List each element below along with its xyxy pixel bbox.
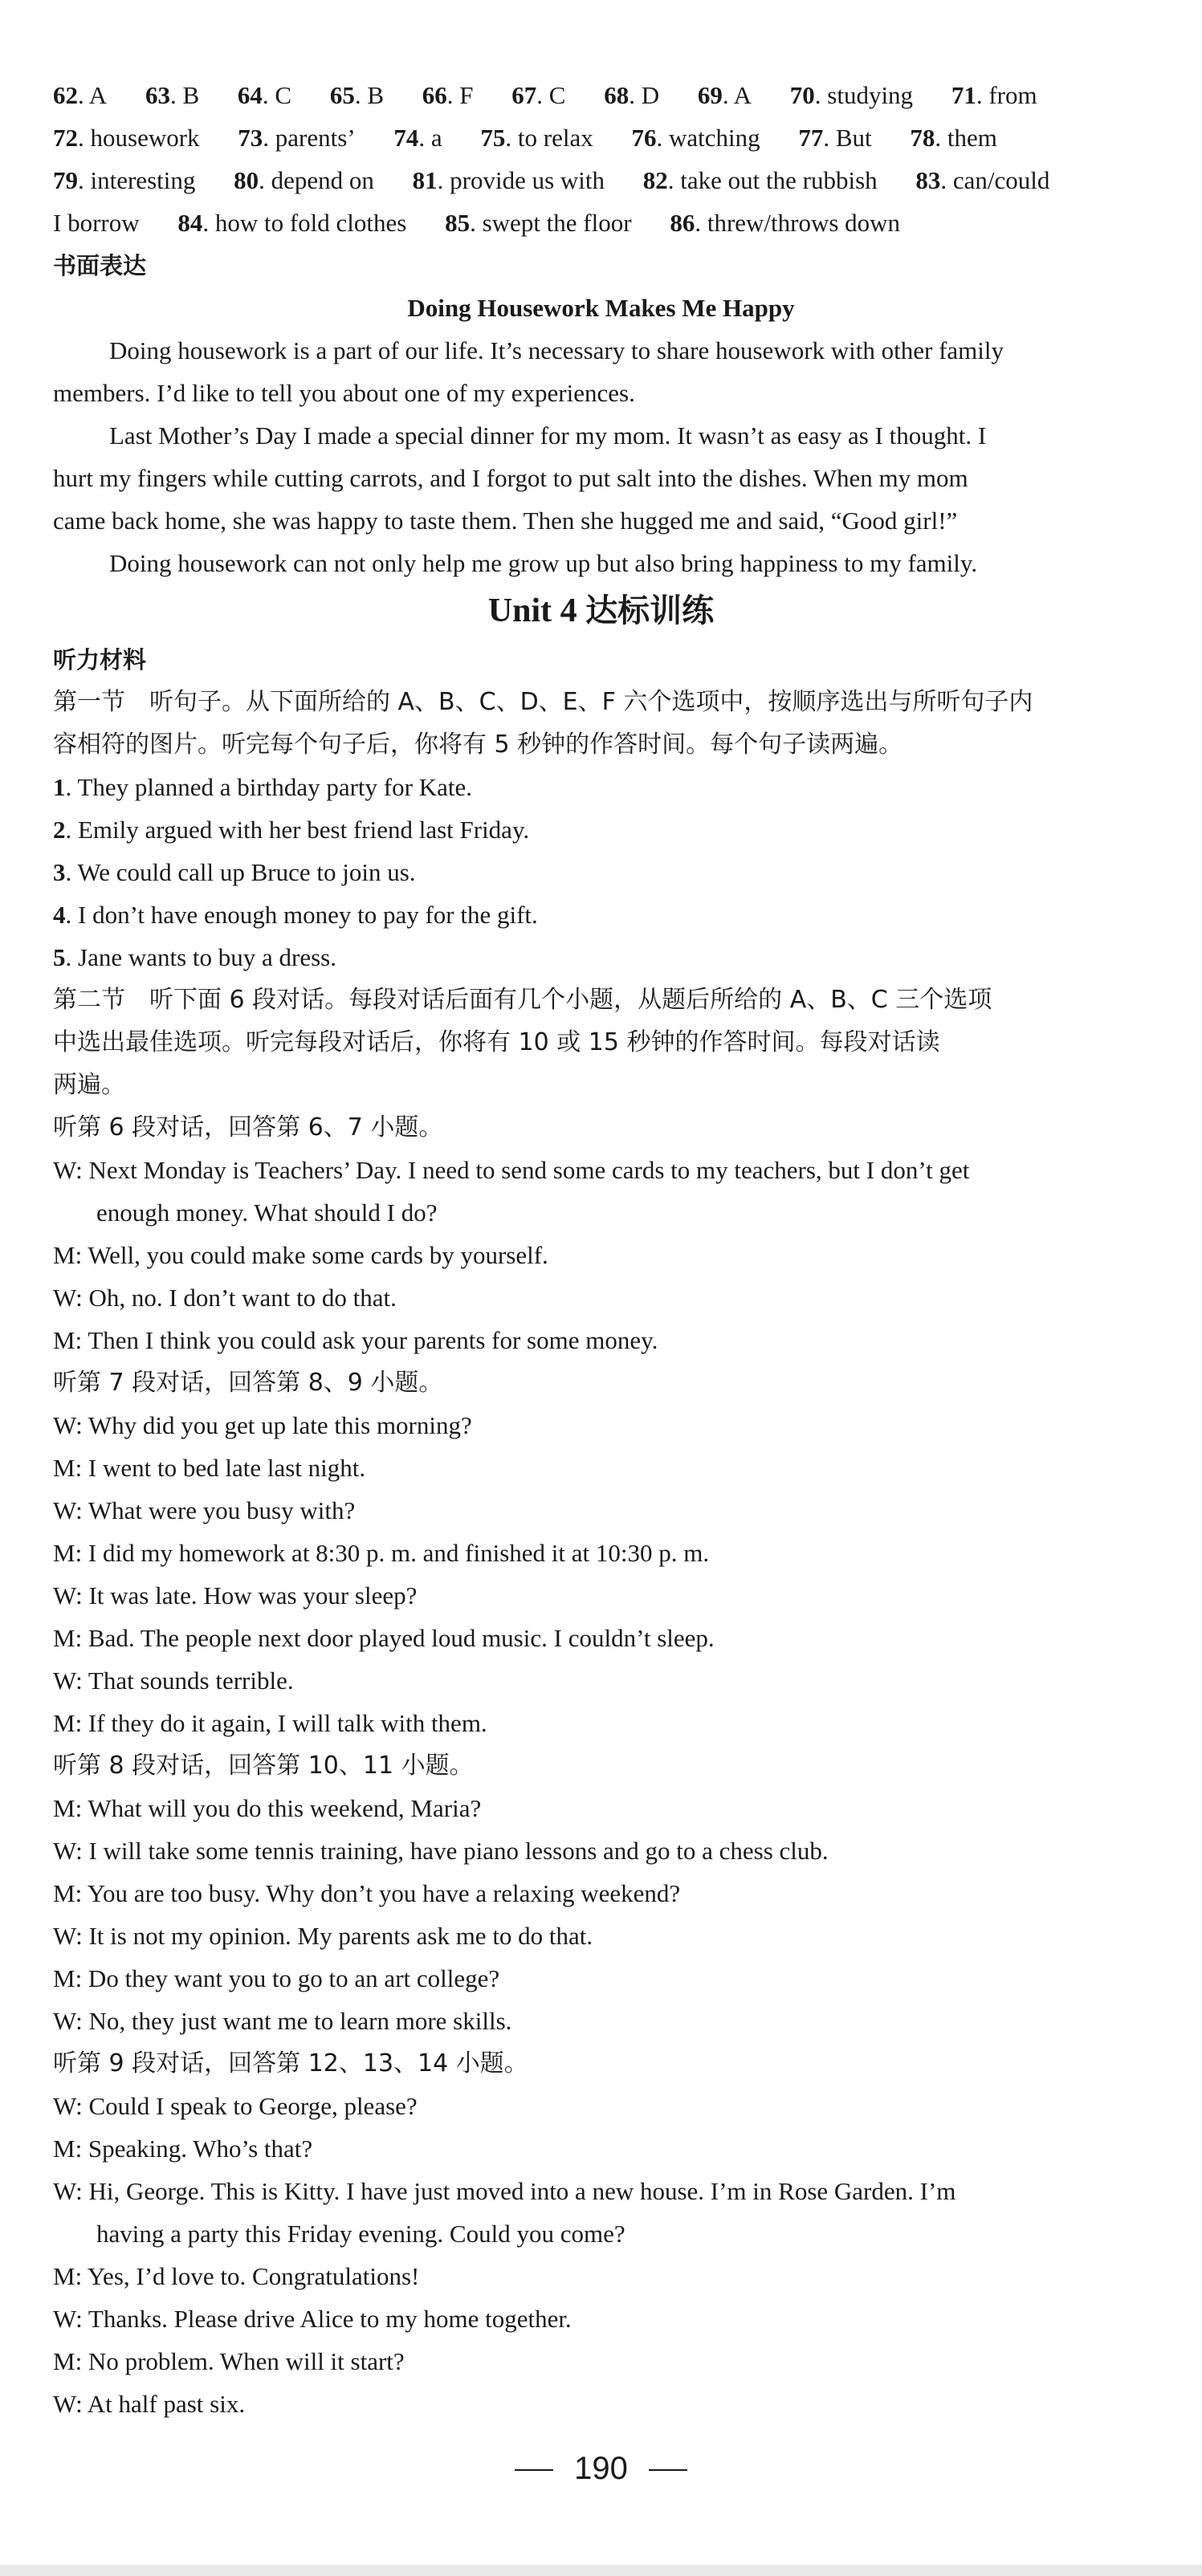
dialogue-9-label: 听第 9 段对话，回答第 12、13、14 小题。 <box>53 2049 528 2077</box>
dialogue-line: W: No, they just want me to learn more skills. <box>53 2007 512 2035</box>
page-bottom-edge <box>0 2565 1202 2576</box>
unit-heading: Unit 4 达标训练 <box>487 592 715 629</box>
dialogue-line: W: That sounds terrible. <box>53 1666 294 1695</box>
part2-instruction: 两遍。 <box>53 1071 125 1099</box>
dialogue-line: W: Hi, George. This is Kitty. I have just moved into a new house. I’m in Rose Garden. I’m <box>53 2177 956 2205</box>
dialogue-8-label: 听第 8 段对话，回答第 10、11 小题。 <box>53 1752 474 1780</box>
listening-label: 听力材料 <box>53 646 147 674</box>
sentence-item: 4. I don’t have enough money to pay for the gift. <box>53 901 538 929</box>
page-number: 190 <box>0 2448 1202 2489</box>
dialogue-line: M: I went to bed late last night. <box>53 1454 366 1482</box>
dialogue-line: W: Oh, no. I don’t want to do that. <box>53 1284 397 1312</box>
essay-line: came back home, she was happy to taste them. Then she hugged me and said, “Good girl!” <box>53 507 958 535</box>
writing-section-label: 书面表达 <box>53 252 147 279</box>
dialogue-line: M: You are too busy. Why don’t you have a relaxing weekend? <box>53 1879 681 1907</box>
dialogue-line: M: Then I think you could ask your parents for some money. <box>53 1326 658 1354</box>
dialogue-6-label: 听第 6 段对话，回答第 6、7 小题。 <box>53 1113 443 1141</box>
dialogue-line: M: Bad. The people next door played loud music. I couldn’t sleep. <box>53 1624 715 1652</box>
dialogue-line: enough money. What should I do? <box>96 1198 438 1227</box>
essay-title: Doing Housework Makes Me Happy <box>407 294 795 322</box>
dialogue-line: M: Do they want you to go to an art college? <box>53 1964 500 1992</box>
part2-instruction: 中选出最佳选项。听完每段对话后，你将有 10 或 15 秒钟的作答时间。每段对话读 <box>53 1028 940 1056</box>
dash-left <box>515 2469 553 2471</box>
dialogue-line: W: Could I speak to George, please? <box>53 2092 418 2120</box>
dialogue-line: W: Thanks. Please drive Alice to my home together. <box>53 2305 572 2333</box>
dialogue-line: M: No problem. When will it start? <box>53 2347 405 2375</box>
sentence-item: 1. They planned a birthday party for Kate. <box>53 773 472 801</box>
part1-instruction: 容相符的图片。听完每个句子后，你将有 5 秒钟的作答时间。每个句子读两遍。 <box>53 730 903 759</box>
answers-row-3: 79. interesting 80. depend on 81. provide us with 82. take out the rubbish 83. can/could <box>53 166 1050 194</box>
dialogue-line: W: I will take some tennis training, have piano lessons and go to a chess club. <box>53 1837 829 1865</box>
dialogue-line: M: If they do it again, I will talk with them. <box>53 1709 487 1737</box>
dialogue-line: M: Speaking. Who’s that? <box>53 2134 313 2163</box>
dialogue-line: M: I did my homework at 8:30 p. m. and finished it at 10:30 p. m. <box>53 1539 710 1567</box>
dialogue-line: M: What will you do this weekend, Maria? <box>53 1794 482 1822</box>
sentence-item: 2. Emily argued with her best friend last Friday. <box>53 816 530 844</box>
dialogue-line: M: Yes, I’d love to. Congratulations! <box>53 2262 420 2290</box>
answers-row-1: 62. A 63. B 64. C 65. B 66. F 67. C 68. D 69. A 70. studying 71. from <box>53 81 1037 109</box>
dialogue-line: having a party this Friday evening. Could you come? <box>96 2220 625 2248</box>
essay-line: members. I’d like to tell you about one of my experiences. <box>53 379 635 407</box>
dialogue-line: W: It is not my opinion. My parents ask me to do that. <box>53 1922 593 1950</box>
answers-row-2: 72. housework 73. parents’ 74. a 75. to relax 76. watching 77. But 78. them <box>53 124 997 152</box>
essay-line: hurt my fingers while cutting carrots, and I forgot to put salt into the dishes. When my mom <box>53 464 968 492</box>
dialogue-line: W: Next Monday is Teachers’ Day. I need to send some cards to my teachers, but I don’t get <box>53 1156 970 1184</box>
answers-row-4: I borrow 84. how to fold clothes 85. swept the floor 86. threw/throws down <box>53 209 901 237</box>
dash-right <box>649 2469 687 2471</box>
part1-instruction: 第一节 听句子。从下面所给的 A、B、C、D、E、F 六个选项中，按顺序选出与所听句子内 <box>53 688 1033 716</box>
sentence-item: 3. We could call up Bruce to join us. <box>53 858 416 886</box>
dialogue-line: M: Well, you could make some cards by yourself. <box>53 1241 548 1269</box>
dialogue-line: W: It was late. How was your sleep? <box>53 1581 418 1609</box>
sentence-item: 5. Jane wants to buy a dress. <box>53 943 336 971</box>
dialogue-line: W: Why did you get up late this morning? <box>53 1411 472 1439</box>
dialogue-line: W: What were you busy with? <box>53 1496 356 1524</box>
dialogue-line: W: At half past six. <box>53 2390 246 2418</box>
essay-line: Last Mother’s Day I made a special dinner for my mom. It wasn’t as easy as I thought. I <box>109 421 987 450</box>
essay-line: Doing housework can not only help me grow up but also bring happiness to my family. <box>109 549 978 577</box>
part2-instruction: 第二节 听下面 6 段对话。每段对话后面有几个小题，从题后所给的 A、B、C 三个选项 <box>53 986 992 1014</box>
dialogue-7-label: 听第 7 段对话，回答第 8、9 小题。 <box>53 1369 443 1397</box>
essay-line: Doing housework is a part of our life. It’s necessary to share housework with other family <box>109 336 1004 364</box>
